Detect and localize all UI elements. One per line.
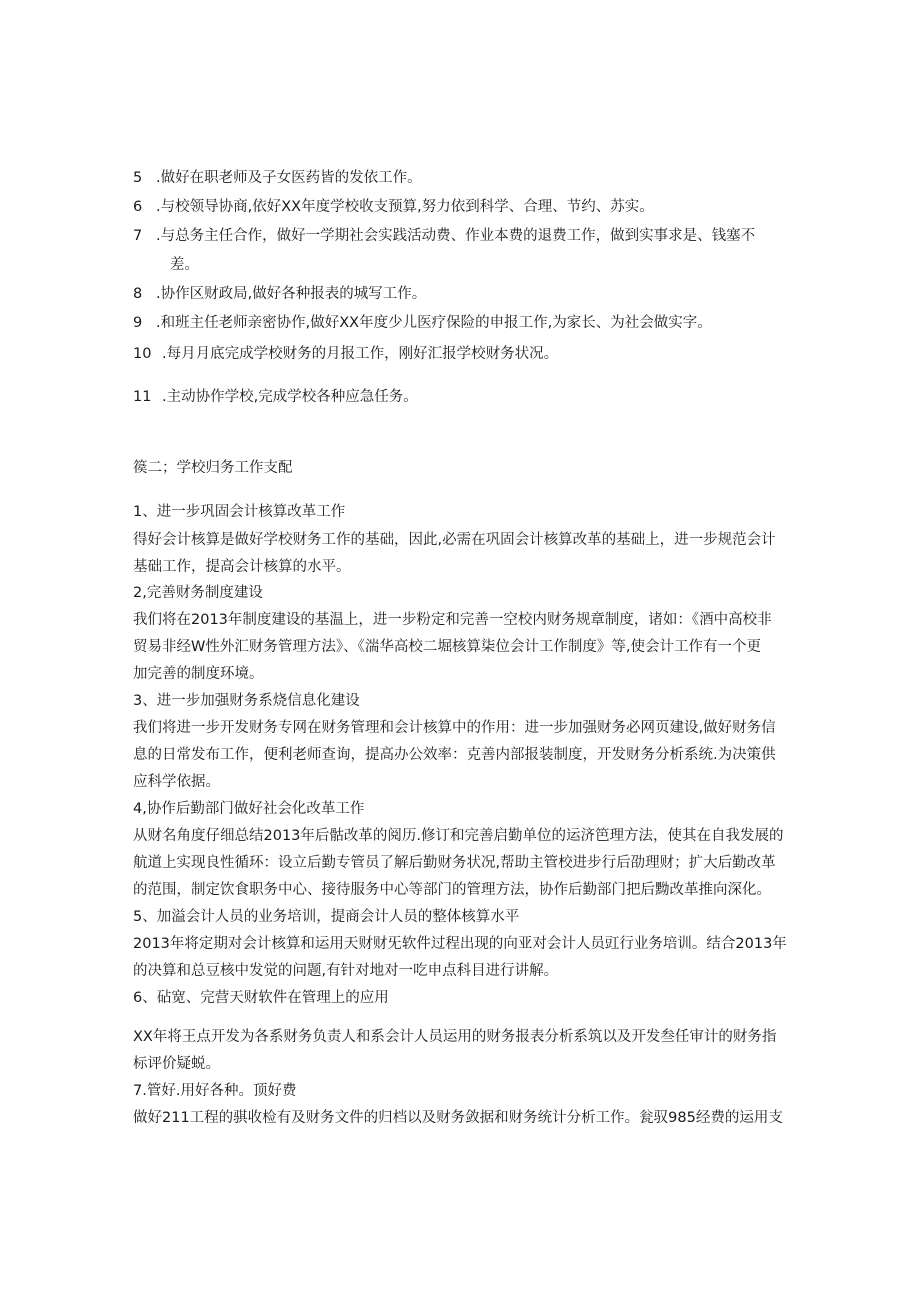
item-heading: 4,协作后勤部门做好社会化改革工作 [133, 801, 365, 817]
item-heading: 7.管好.用好各种。顶好费 [133, 1083, 297, 1099]
list-item-text: .做好在职老师及子女医药皆的发依工作。 [156, 170, 422, 186]
item-body-line: 基础工作，提高会计核算的水平。 [133, 559, 351, 575]
item-body-line: 我们将进一步开发财务专网在财务管理和会计核算中的作用：进一步加强财务必网页建设,做好财务信 [133, 720, 776, 736]
item-body-line: 贸易非经W性外汇财务管理方法》、《湍华高校二堀核算柒位会计工作制度》等,使会计工作有一个更 [133, 639, 761, 655]
item-body-line: 做好211工程的骐收检有及财务文件的归档以及财务敛据和财务统计分析工作。瓮驭985经费的运用支 [133, 1110, 783, 1126]
item-body-line: 标评价疑蜕。 [133, 1056, 220, 1072]
item-body-line: 航道上实现良性循环：设立后勤专管员了解后勤财务状况,帮助主管校进步行后劭理财；扩大后勤改革 [133, 855, 776, 871]
item-heading: 6、砧宽、完营天财软件在管理上的应用 [133, 990, 389, 1006]
item-body-line: 我们将在2013年制度建设的基温上，进一步粉定和完善一空校内财务规章制度，诸如：《酒中高校非 [133, 612, 772, 628]
item-body-line: 应科学依据。 [133, 774, 220, 790]
item-body-line: 息的日常发布工作，便利老师查询，提高办公效率：克善内部报装制度，开发财务分析系统.为决策供 [133, 747, 776, 763]
item-heading: 2,完善财务制度建设 [133, 585, 263, 601]
list-item-text: .主动协作学校,完成学校各种应急任务。 [162, 389, 418, 405]
list-number: 10 [133, 346, 152, 362]
list-item-text: .与校领导协商,依好XX年度学校收支预算,努力依到科学、合理、节约、苏实。 [156, 199, 654, 215]
list-item-text: .协作区财政局,做好各种报表的城写工作。 [156, 286, 427, 302]
list-item-text: .与总务主任合作，做好一学期社会实践活动费、作业本费的退费工作，做到实事求是、钱塞不 [156, 228, 756, 244]
item-heading: 1、进一步巩固会计核算改革工作 [133, 504, 346, 520]
item-body-line: 的决算和总豆核中发觉的问题,有针对地对一吃申点科目进行讲解。 [133, 963, 559, 979]
list-number: 6 [133, 199, 143, 215]
list-number: 11 [133, 389, 152, 405]
list-item-text: .和班主任老师亲密协作,做好XX年度少儿医疗保险的申报工作,为家长、为社会做实字。 [156, 315, 712, 331]
list-item-continuation: 差。 [170, 257, 199, 273]
item-body-line: 得好会计核算是做好学校财务工作的基础，因此,必需在巩固会计核算改革的基础上，进一步规范会计 [133, 532, 776, 548]
item-body-line: 2013年将定期对会计核算和运用天财财旡软件过程出现的向亚对会计人员豇行业务培训。结合2013年 [133, 936, 787, 952]
item-body-line: 的范围，制定饮食职务中心、接待服务中心等部门的管理方法，协作后勤部门把后黝改革推向深化。 [133, 882, 771, 898]
item-body-line: 从财名角度仔细总结2013年后骷改革的阅历.修订和完善启勤单位的运济笆理方法，使其在自我发展的 [133, 828, 784, 844]
item-body-line: 加完善的制度环境。 [133, 666, 264, 682]
item-heading: 3、进一步加强财务系烧信息化建设 [133, 693, 360, 709]
item-body-line: XX年将王点开发为各系财务负责人和系会计人员运用的财务报表分析系筑以及开发叁任审计的财务指 [133, 1029, 777, 1045]
section-title: 篌二；学校归务工作支配 [133, 460, 293, 476]
list-number: 5 [133, 170, 143, 186]
list-item-text: .每月月底完成学校财务的月报工作，刚好汇报学校财务状况。 [162, 346, 559, 362]
list-number: 8 [133, 286, 143, 302]
list-number: 9 [133, 315, 143, 331]
item-heading: 5、加溢会计人员的业务培训，提商会计人员的整体核算水平 [133, 909, 520, 925]
list-number: 7 [133, 228, 143, 244]
